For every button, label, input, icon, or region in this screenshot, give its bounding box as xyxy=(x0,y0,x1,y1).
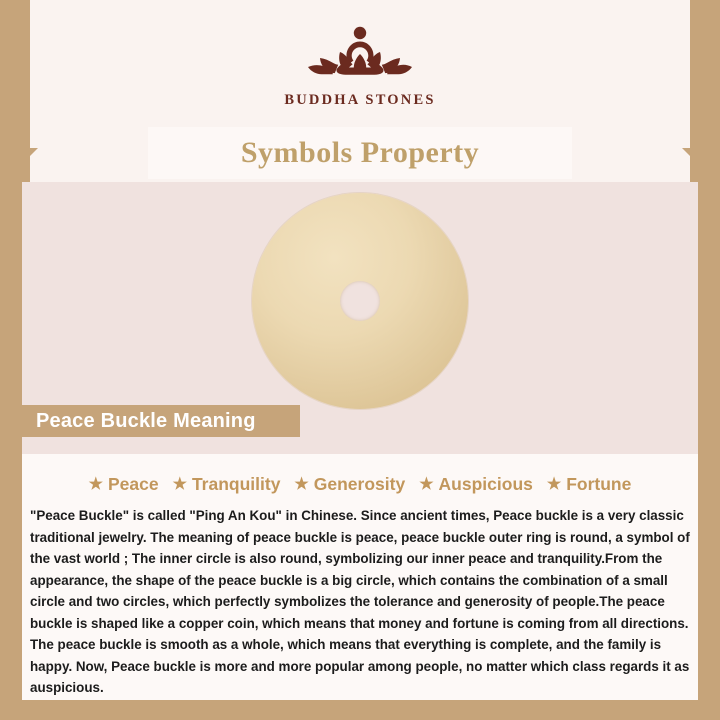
keyword-item-generosity xyxy=(294,474,405,495)
keyword-list xyxy=(22,474,698,495)
corner-wedge-right xyxy=(682,148,720,186)
corner-wedge-left xyxy=(0,148,38,186)
brand-logo xyxy=(0,20,720,109)
disc-center-hole xyxy=(340,281,380,321)
star-icon: ★ xyxy=(294,475,309,493)
product-image-wrap xyxy=(0,193,720,413)
star-icon: ★ xyxy=(419,475,434,493)
section-tab-label: Peace Buckle Meaning xyxy=(36,409,256,432)
star-icon: ★ xyxy=(172,475,187,493)
description-paragraph: "Peace Buckle" is called "Ping An Kou" in Chinese. Since ancient times, Peace buckle is a very classic traditional jewelry. The meaning of peace buckle is peace, peace buckle outer ring is round, a symbol of the vast world ; The inner circle is also round, symbolizing our inner peace and tranquility.From the appearance, the shape of the peace buckle is a big circle, which contains the combination of a small circle and two circles, which perfectly symbolizes the tolerance and generosity of people.The peace buckle is shaped like a copper coin, which means that money and fortune is coming from all directions. The peace buckle is smooth as a whole, which means that everything is complete, and the family is happy. Now, Peace buckle is more and more popular among people, no matter which class regards it as auspicious. xyxy=(30,508,690,695)
keyword-label: Fortune xyxy=(566,474,632,494)
keyword-item-tranquility xyxy=(173,474,281,495)
keyword-item-fortune xyxy=(547,474,631,495)
peace-buckle-disc xyxy=(252,193,468,409)
star-icon: ★ xyxy=(546,475,562,493)
keyword-label: Auspicious xyxy=(438,474,533,494)
page-title: Symbols Property xyxy=(240,136,480,169)
keyword-label: Generosity xyxy=(313,474,406,494)
bottom-border-strip xyxy=(0,700,720,720)
star-icon: ★ xyxy=(88,475,103,493)
keyword-item-auspicious xyxy=(419,474,533,495)
keyword-label: Tranquility xyxy=(191,474,281,494)
title-banner xyxy=(148,127,572,179)
section-tab xyxy=(22,405,300,437)
keyword-item-peace xyxy=(89,474,159,495)
brand-name: BUDDHA STONES xyxy=(284,92,436,108)
keyword-label: Peace xyxy=(107,474,159,494)
lotus-meditation-icon xyxy=(280,20,440,86)
